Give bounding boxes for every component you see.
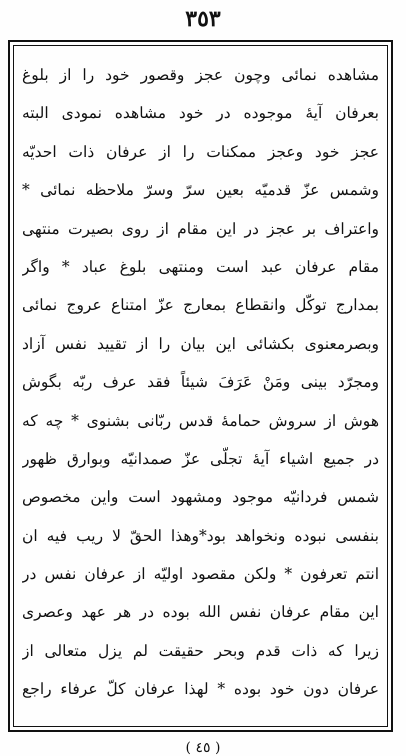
page-number: ٣٥٣ <box>185 6 221 32</box>
text-line: بنفسی نبوده ونخواهد بود*وهذا الحقّ لا ریب فیه ان <box>22 526 379 545</box>
text-line: ومجرّد بینی ومَنْ عَرَفَ شیئاً فقد عرف ربّه بگوش <box>22 373 379 392</box>
text-frame <box>8 40 393 732</box>
text-line: این مقام عرفان نفس الله بوده در هر عهد وعصری <box>22 603 379 622</box>
body-text <box>22 56 379 709</box>
text-line: شمس فردانیّه موجود ومشهود است واین مخصوص <box>22 488 379 507</box>
text-line: واعتراف بر عجز در این مقام از روی بصیرت منتهی <box>22 219 379 238</box>
text-line: مشاهده نمائی وچون عجز وقصور خود را از بلوغ <box>22 66 379 84</box>
text-line: انتم تعرفون * ولکن مقصود اولیّه از عرفان نفس در <box>22 565 379 584</box>
text-line: در جمیع اشیاء آیهٔ تجلّی عزّ صمدانیّه وبوارق ظهور <box>22 449 379 468</box>
text-line: مقام عرفان عبد است ومنتهی بلوغ عباد * واگر <box>22 257 379 276</box>
text-line: عجز خود وعجز ممکنات را از عرفان ذات احدیّه <box>22 142 379 161</box>
text-line: وشمس عزّ قدمیّه بعین سرّ وسرّ ملاحظه نمائی * <box>22 181 379 200</box>
text-line: بعرفان آیهٔ موجوده در خود مشاهده نمودی البته <box>22 104 379 123</box>
text-line: هوش از سروش حمامهٔ قدس ربّانی بشنوی * چه که <box>22 411 379 430</box>
text-line: زیرا که ذات قدم وبحر حقیقت لم یزل متعالی از <box>22 641 379 660</box>
text-line: عرفان دون خود بوده * لهذا عرفان کلّ عرفاء راجع <box>22 680 379 699</box>
signature-mark: ( ٤٥ ) <box>185 740 221 756</box>
text-line: وبصرمعنوی بکشائی این بیان را از تقیید نفس آزاد <box>22 334 379 353</box>
text-line: بمدارج توکّل وانقطاع بمعارج عزّ امتناع عروج نمائی <box>22 296 379 315</box>
